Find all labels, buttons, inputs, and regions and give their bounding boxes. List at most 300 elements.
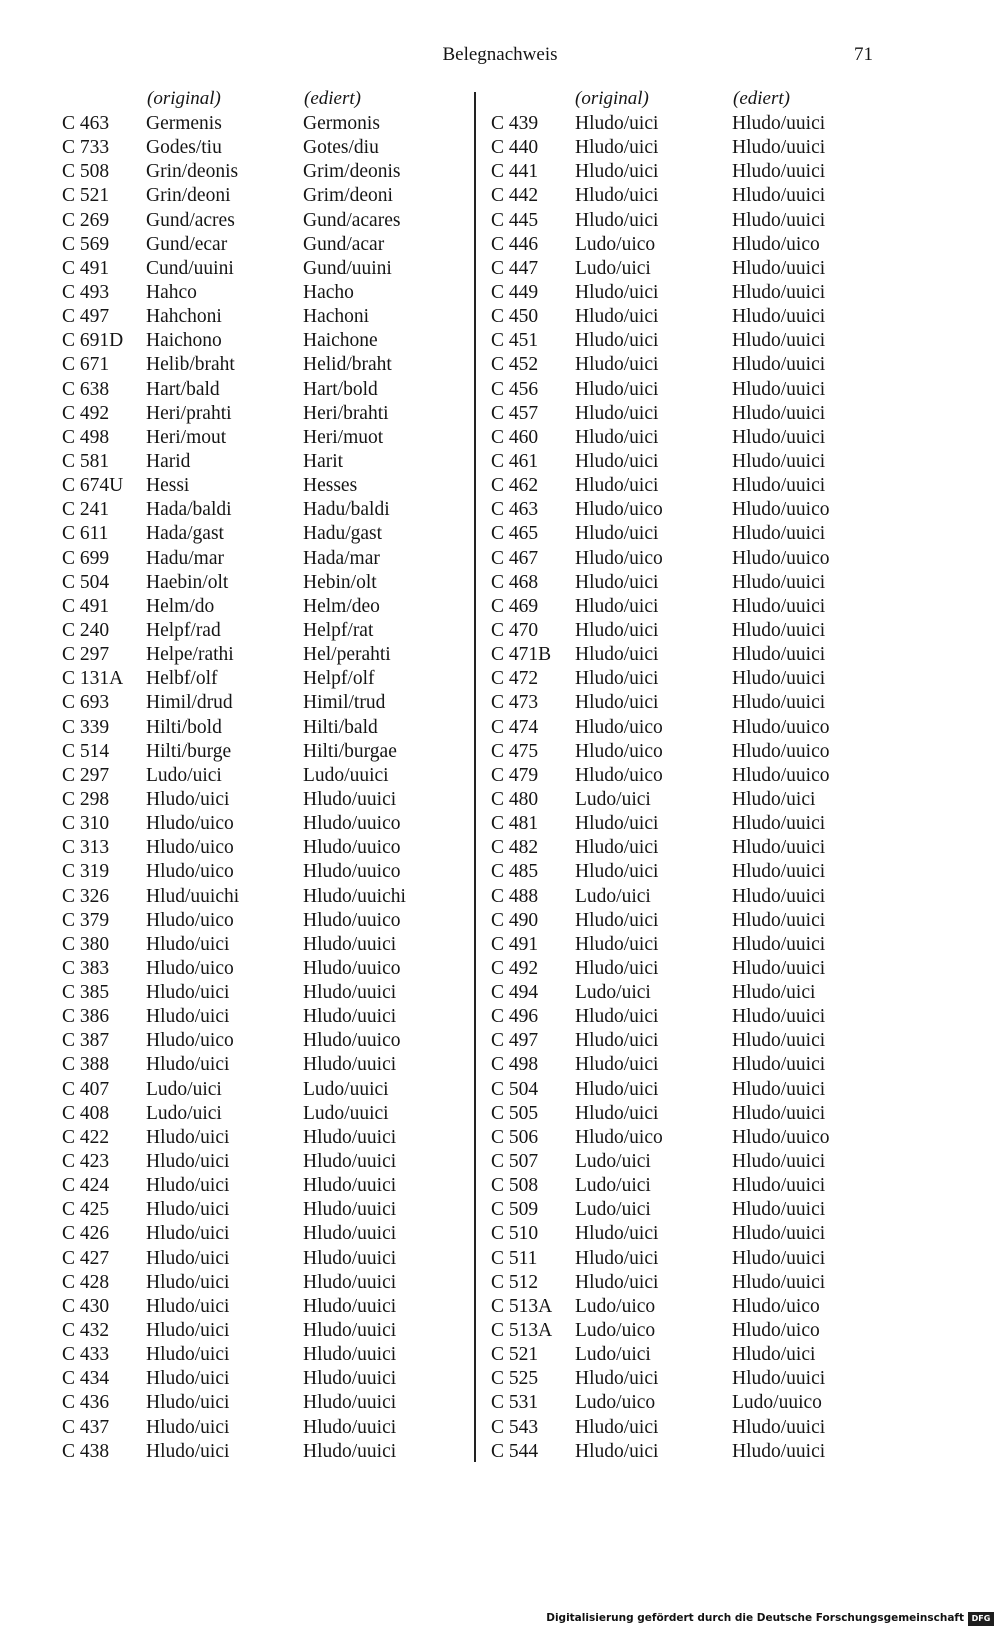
original-form: Ludo/uici: [575, 885, 651, 907]
entry-id: C 445: [491, 209, 539, 231]
edited-form: Hludo/uici: [732, 788, 816, 810]
entry-id: C 313: [62, 837, 110, 859]
entry-id: C 425: [62, 1199, 110, 1221]
original-form: Hahchoni: [146, 306, 222, 328]
edited-form: Hludo/uuici: [732, 113, 826, 134]
entry-id: C 497: [491, 1030, 539, 1052]
original-form: Hludo/uici: [575, 957, 659, 979]
original-form: Ludo/uico: [575, 1392, 656, 1414]
original-form: Hludo/uici: [575, 426, 659, 448]
edited-form: Hludo/uuici: [732, 595, 826, 617]
entry-id: C 450: [491, 306, 539, 328]
original-form: Hludo/uici: [146, 1320, 230, 1342]
edited-form: Gund/acares: [303, 209, 401, 231]
original-form: Germenis: [146, 113, 222, 134]
edited-form: Hludo/uuici: [303, 788, 397, 810]
original-form: Hludo/uici: [575, 571, 659, 593]
original-form: Hludo/uici: [575, 1440, 659, 1462]
entry-id: C 514: [62, 740, 110, 762]
original-form: Helpe/rathi: [146, 644, 234, 666]
edited-form: Hludo/uuici: [303, 1199, 397, 1221]
edited-form: Hludo/uuico: [732, 1126, 830, 1148]
edited-form: Hludo/uuico: [303, 837, 401, 859]
edited-form: Hludo/uuico: [732, 547, 830, 569]
edited-form: Hludo/uuici: [303, 1295, 397, 1317]
original-form: Grin/deonis: [146, 161, 239, 183]
entry-id: C 671: [62, 354, 110, 376]
original-form: Hludo/uici: [146, 1054, 230, 1076]
edited-form: Hludo/uuici: [303, 1006, 397, 1028]
edited-form: Hludo/uici: [732, 982, 816, 1004]
edited-form: Hludo/uuici: [303, 1223, 397, 1245]
edited-form: Hludo/uuici: [732, 523, 826, 545]
entry-id: C 426: [62, 1223, 110, 1245]
original-form: Hludo/uici: [146, 1223, 230, 1245]
original-form: Hludo/uici: [575, 113, 659, 134]
edited-form: Hludo/uuici: [303, 1151, 397, 1173]
original-form: Helpf/rad: [146, 619, 221, 641]
page-number: 71: [854, 44, 873, 65]
original-form: Hludo/uici: [575, 933, 659, 955]
edited-form: Hludo/uuici: [732, 668, 826, 690]
edited-form: Hludo/uuici: [732, 426, 826, 448]
edited-form: Hludo/uuico: [303, 1030, 401, 1052]
original-form: Heri/mout: [146, 426, 227, 448]
original-form: Hilti/burge: [146, 740, 232, 762]
entry-id: C 525: [491, 1368, 539, 1390]
entry-id: C 481: [491, 813, 539, 835]
entry-id: C 467: [491, 547, 539, 569]
edited-form: Hludo/uuici: [732, 1175, 826, 1197]
entry-id: C 493: [62, 281, 110, 303]
edited-form: Hludo/uuici: [732, 281, 826, 303]
entry-id: C 460: [491, 426, 539, 448]
edited-form: Hludo/uico: [732, 233, 820, 255]
original-form: Hludo/uico: [575, 1126, 663, 1148]
edited-form: Hludo/uuici: [303, 1247, 397, 1269]
edited-form: Hludo/uuichi: [303, 885, 406, 907]
edited-form: Ludo/uuici: [303, 1078, 389, 1100]
original-form: Hludo/uici: [146, 1247, 230, 1269]
edited-form: Hesses: [303, 475, 358, 497]
original-form: Hludo/uici: [575, 1416, 659, 1438]
entry-id: C 581: [62, 450, 110, 472]
original-form: Hludo/uici: [146, 1440, 230, 1462]
original-form: Hludo/uico: [146, 909, 234, 931]
entry-id: C 437: [62, 1416, 110, 1438]
original-form: Harid: [146, 450, 191, 472]
edited-form: Hludo/uuici: [732, 475, 826, 497]
edited-form: Helpf/olf: [303, 668, 375, 690]
entry-id: C 461: [491, 450, 539, 472]
entry-id: C 407: [62, 1078, 110, 1100]
entry-id: C 508: [491, 1175, 539, 1197]
original-form: Haebin/olt: [146, 571, 229, 593]
original-form: Hludo/uici: [575, 644, 659, 666]
original-form: Hludo/uici: [575, 909, 659, 931]
original-form: Heri/prahti: [146, 402, 232, 424]
entry-id: C 498: [491, 1054, 539, 1076]
original-form: Hludo/uici: [146, 1126, 230, 1148]
original-form: Ludo/uici: [575, 1175, 651, 1197]
entry-id: C 505: [491, 1102, 539, 1124]
entry-id: C 432: [62, 1320, 110, 1342]
original-form: Hludo/uici: [575, 1368, 659, 1390]
entry-id: C 485: [491, 861, 539, 883]
original-form: Hludo/uici: [146, 1416, 230, 1438]
entry-id: C 439: [491, 113, 539, 134]
edited-form: Hludo/uuici: [732, 1054, 826, 1076]
original-form: Hludo/uici: [575, 619, 659, 641]
edited-form: Harit: [303, 450, 344, 472]
entry-id: C 424: [62, 1175, 110, 1197]
edited-form: Hludo/uuici: [732, 1199, 826, 1221]
original-form: Hludo/uici: [575, 1054, 659, 1076]
entry-id: C 510: [491, 1223, 539, 1245]
original-form: Hludo/uici: [575, 1030, 659, 1052]
original-form: Ludo/uici: [575, 982, 651, 1004]
edited-form: Hludo/uuici: [732, 933, 826, 955]
entry-id: C 442: [491, 185, 539, 207]
entry-id: C 521: [62, 185, 110, 207]
entry-id: C 508: [62, 161, 110, 183]
edited-form: Hludo/uuici: [303, 1344, 397, 1366]
edited-form: Hludo/uuici: [732, 330, 826, 352]
entry-id: C 507: [491, 1151, 539, 1173]
entry-id: C 472: [491, 668, 539, 690]
column-header-ediert-right: (ediert): [733, 88, 790, 109]
entry-id: C 310: [62, 813, 110, 835]
entry-id: C 504: [491, 1078, 539, 1100]
edited-form: Hludo/uuici: [732, 692, 826, 714]
entry-id: C 691D: [62, 330, 124, 352]
edited-form: Helid/braht: [303, 354, 392, 376]
edited-form: Hludo/uuico: [732, 764, 830, 786]
entry-id: C 449: [491, 281, 539, 303]
entry-id: C 269: [62, 209, 110, 231]
edited-form: Hludo/uuico: [732, 499, 830, 521]
edited-form: Hludo/uuici: [732, 909, 826, 931]
edited-form: Hludo/uuici: [303, 1440, 397, 1462]
original-form: Hludo/uico: [146, 813, 234, 835]
edited-form: Hachoni: [303, 306, 370, 328]
entry-id: C 131A: [62, 668, 124, 690]
edited-form: Heri/muot: [303, 426, 384, 448]
original-form: Ludo/uici: [575, 788, 651, 810]
entry-id: C 423: [62, 1151, 110, 1173]
entry-id: C 465: [491, 523, 539, 545]
original-form: Hludo/uici: [575, 1102, 659, 1124]
entry-id: C 408: [62, 1102, 110, 1124]
entry-id: C 491: [491, 933, 539, 955]
original-form: Hludo/uici: [146, 933, 230, 955]
edited-form: Hludo/uuici: [732, 257, 826, 279]
original-form: Hada/gast: [146, 523, 224, 545]
original-form: Helm/do: [146, 595, 215, 617]
entry-id: C 474: [491, 716, 539, 738]
edited-form: Hludo/uuici: [732, 137, 826, 159]
entry-id: C 379: [62, 909, 110, 931]
original-form: Hludo/uici: [575, 1247, 659, 1269]
column-divider: [474, 92, 476, 1462]
edited-form: Hludo/uuici: [732, 1102, 826, 1124]
dfg-logo: DFG: [968, 1612, 994, 1626]
original-form: Hludo/uici: [146, 1344, 230, 1366]
entry-id: C 497: [62, 306, 110, 328]
edited-form: Hludo/uuici: [303, 1126, 397, 1148]
original-form: Gund/acres: [146, 209, 235, 231]
edited-form: Hludo/uuici: [732, 619, 826, 641]
original-form: Hessi: [146, 475, 190, 497]
edited-form: Hludo/uuico: [303, 861, 401, 883]
entry-id: C 611: [62, 523, 109, 545]
edited-form: Hilti/burgae: [303, 740, 397, 762]
original-form: Cund/uuini: [146, 257, 234, 279]
original-form: Hludo/uici: [146, 1199, 230, 1221]
entry-id: C 494: [491, 982, 539, 1004]
original-form: Himil/drud: [146, 692, 233, 714]
edited-form: Hludo/uuici: [732, 1078, 826, 1100]
entry-id: C 456: [491, 378, 539, 400]
entry-id: C 569: [62, 233, 110, 255]
edited-form: Hludo/uuici: [732, 378, 826, 400]
edited-form: Hludo/uuici: [732, 813, 826, 835]
original-form: Ludo/uici: [146, 764, 222, 786]
original-form: Helib/braht: [146, 354, 235, 376]
edited-form: Hludo/uuici: [303, 1416, 397, 1438]
edited-form: Hludo/uuici: [732, 861, 826, 883]
entry-id: C 452: [491, 354, 539, 376]
entry-id: C 438: [62, 1440, 110, 1462]
running-header: Belegnachweis: [442, 44, 558, 65]
entry-id: C 441: [491, 161, 539, 183]
entry-id: C 490: [491, 909, 539, 931]
edited-form: Hludo/uico: [732, 1320, 820, 1342]
column-header-original-right: (original): [575, 88, 649, 109]
entry-id: C 427: [62, 1247, 110, 1269]
entry-id: C 491: [62, 595, 110, 617]
original-form: Hludo/uici: [575, 281, 659, 303]
entry-id: C 387: [62, 1030, 110, 1052]
entry-id: C 462: [491, 475, 539, 497]
entry-id: C 297: [62, 764, 110, 786]
original-form: Hludo/uici: [146, 1175, 230, 1197]
original-form: Ludo/uici: [146, 1078, 222, 1100]
original-form: Hludo/uico: [575, 547, 663, 569]
edited-form: Gotes/diu: [303, 137, 379, 159]
edited-form: Hadu/baldi: [303, 499, 390, 521]
entry-id: C 511: [491, 1247, 538, 1269]
original-form: Hludo/uici: [575, 450, 659, 472]
original-form: Hludo/uici: [146, 1006, 230, 1028]
edited-form: Hludo/uuici: [732, 1368, 826, 1390]
entry-id: C 388: [62, 1054, 110, 1076]
original-form: Hludo/uici: [575, 861, 659, 883]
edited-form: Ludo/uuici: [303, 764, 389, 786]
edited-form: Heri/brahti: [303, 402, 389, 424]
edited-form: Hludo/uuici: [732, 209, 826, 231]
original-form: Ludo/uici: [575, 1151, 651, 1173]
entry-id: C 488: [491, 885, 539, 907]
entry-id: C 240: [62, 619, 110, 641]
original-form: Hludo/uici: [146, 1368, 230, 1390]
edited-form: Hacho: [303, 281, 354, 303]
column-header-ediert-left: (ediert): [304, 88, 361, 109]
edited-form: Hludo/uuici: [732, 1271, 826, 1293]
original-form: Hludo/uici: [575, 161, 659, 183]
edited-form: Hludo/uuici: [732, 1223, 826, 1245]
entry-id: C 479: [491, 764, 539, 786]
entry-id: C 430: [62, 1295, 110, 1317]
entry-id: C 463: [491, 499, 539, 521]
edited-form: Ludo/uuico: [732, 1392, 822, 1414]
edited-form: Hludo/uuico: [303, 957, 401, 979]
edited-form: Hludo/uuici: [732, 185, 826, 207]
entry-id: C 319: [62, 861, 110, 883]
original-form: Hludo/uici: [575, 402, 659, 424]
entry-id: C 440: [491, 137, 539, 159]
original-form: Hilti/bold: [146, 716, 222, 738]
edited-form: Hludo/uuico: [732, 740, 830, 762]
entry-id: C 298: [62, 788, 110, 810]
entry-id: C 470: [491, 619, 539, 641]
entry-id: C 492: [491, 957, 539, 979]
original-form: Ludo/uici: [575, 1344, 651, 1366]
edited-form: Hludo/uuici: [303, 1054, 397, 1076]
column-header-original-left: (original): [147, 88, 221, 109]
edited-form: Hludo/uuici: [303, 1368, 397, 1390]
edited-form: Hludo/uuico: [732, 716, 830, 738]
original-form: Gund/ecar: [146, 233, 228, 255]
original-form: Hludo/uici: [146, 1271, 230, 1293]
edited-form: Gund/uuini: [303, 257, 392, 279]
original-form: Hludo/uico: [575, 740, 663, 762]
entry-id: C 498: [62, 426, 110, 448]
entry-id: C 451: [491, 330, 539, 352]
edited-form: Hludo/uuici: [732, 571, 826, 593]
original-form: Hludo/uici: [575, 813, 659, 835]
entry-id: C 463: [62, 113, 110, 134]
original-form: Ludo/uici: [146, 1102, 222, 1124]
entry-id: C 693: [62, 692, 110, 714]
entry-id: C 504: [62, 571, 110, 593]
entry-id: C 433: [62, 1344, 110, 1366]
entry-id: C 446: [491, 233, 539, 255]
edited-form: Grim/deoni: [303, 185, 393, 207]
edited-form: Hludo/uuici: [732, 1030, 826, 1052]
original-form: Hludo/uici: [575, 354, 659, 376]
entry-id: C 473: [491, 692, 539, 714]
edited-form: Hludo/uuici: [732, 837, 826, 859]
entry-id: C 436: [62, 1392, 110, 1414]
original-form: Ludo/uici: [575, 1199, 651, 1221]
original-form: Hludo/uico: [575, 716, 663, 738]
original-form: Hada/baldi: [146, 499, 232, 521]
edited-form: Germonis: [303, 113, 380, 134]
edited-form: Hludo/uuici: [732, 644, 826, 666]
original-form: Hludo/uici: [575, 1006, 659, 1028]
entry-id: C 543: [491, 1416, 539, 1438]
original-form: Hludo/uici: [575, 1223, 659, 1245]
original-form: Hadu/mar: [146, 547, 224, 569]
original-form: Hludo/uici: [575, 692, 659, 714]
edited-form: Hludo/uuici: [732, 1247, 826, 1269]
entry-id: C 513A: [491, 1320, 553, 1342]
edited-form: Gund/acar: [303, 233, 385, 255]
edited-form: Hada/mar: [303, 547, 380, 569]
original-form: Godes/tiu: [146, 137, 222, 159]
entry-id: C 544: [491, 1440, 539, 1462]
original-form: Hart/bald: [146, 378, 220, 400]
original-form: Hludo/uico: [575, 499, 663, 521]
edited-form: Hludo/uuici: [732, 957, 826, 979]
original-form: Hludo/uici: [575, 595, 659, 617]
edited-form: Hart/bold: [303, 378, 378, 400]
entry-id: C 699: [62, 547, 110, 569]
original-form: Hludo/uici: [575, 475, 659, 497]
entry-id: C 471B: [491, 644, 552, 666]
original-form: Ludo/uico: [575, 233, 656, 255]
original-form: Hludo/uici: [146, 788, 230, 810]
edited-form: Hludo/uuici: [303, 1271, 397, 1293]
entry-id: C 383: [62, 957, 110, 979]
edited-form: Hludo/uuici: [732, 354, 826, 376]
edited-form: Grim/deonis: [303, 161, 401, 183]
original-form: Hludo/uico: [146, 957, 234, 979]
entry-id: C 475: [491, 740, 539, 762]
original-form: Hludo/uici: [575, 523, 659, 545]
entry-id: C 512: [491, 1271, 539, 1293]
entry-id: C 531: [491, 1392, 539, 1414]
edited-form: Hludo/uuici: [303, 1320, 397, 1342]
edited-form: Hludo/uuici: [303, 1175, 397, 1197]
edited-form: Hludo/uuici: [732, 1440, 826, 1462]
original-form: Hludo/uici: [575, 137, 659, 159]
edited-form: Hludo/uuici: [303, 982, 397, 1004]
edited-form: Hludo/uuico: [303, 813, 401, 835]
edited-form: Ludo/uuici: [303, 1102, 389, 1124]
edited-form: Hludo/uuici: [732, 1416, 826, 1438]
original-form: Ludo/uici: [575, 257, 651, 279]
original-form: Hludo/uici: [575, 1271, 659, 1293]
original-form: Hludo/uici: [146, 1151, 230, 1173]
entry-id: C 491: [62, 257, 110, 279]
original-form: Grin/deoni: [146, 185, 231, 207]
edited-form: Hludo/uici: [732, 1344, 816, 1366]
original-form: Hludo/uici: [146, 1295, 230, 1317]
original-form: Hludo/uico: [146, 837, 234, 859]
entry-id: C 422: [62, 1126, 110, 1148]
original-form: Hludo/uici: [575, 378, 659, 400]
edited-form: Hel/perahti: [303, 644, 391, 666]
entry-id: C 506: [491, 1126, 539, 1148]
original-form: Haichono: [146, 330, 222, 352]
entry-id: C 521: [491, 1344, 539, 1366]
original-form: Hludo/uici: [575, 185, 659, 207]
edited-form: Hludo/uuici: [732, 885, 826, 907]
entry-id: C 482: [491, 837, 539, 859]
entry-id: C 386: [62, 1006, 110, 1028]
original-form: Hludo/uici: [146, 982, 230, 1004]
edited-form: Hludo/uuici: [732, 402, 826, 424]
original-form: Hludo/uici: [575, 306, 659, 328]
original-form: Hludo/uici: [575, 1078, 659, 1100]
edited-form: Hludo/uuici: [732, 450, 826, 472]
entry-id: C 638: [62, 378, 110, 400]
edited-form: Helpf/rat: [303, 619, 374, 641]
entry-id: C 733: [62, 137, 110, 159]
original-form: Ludo/uico: [575, 1320, 656, 1342]
